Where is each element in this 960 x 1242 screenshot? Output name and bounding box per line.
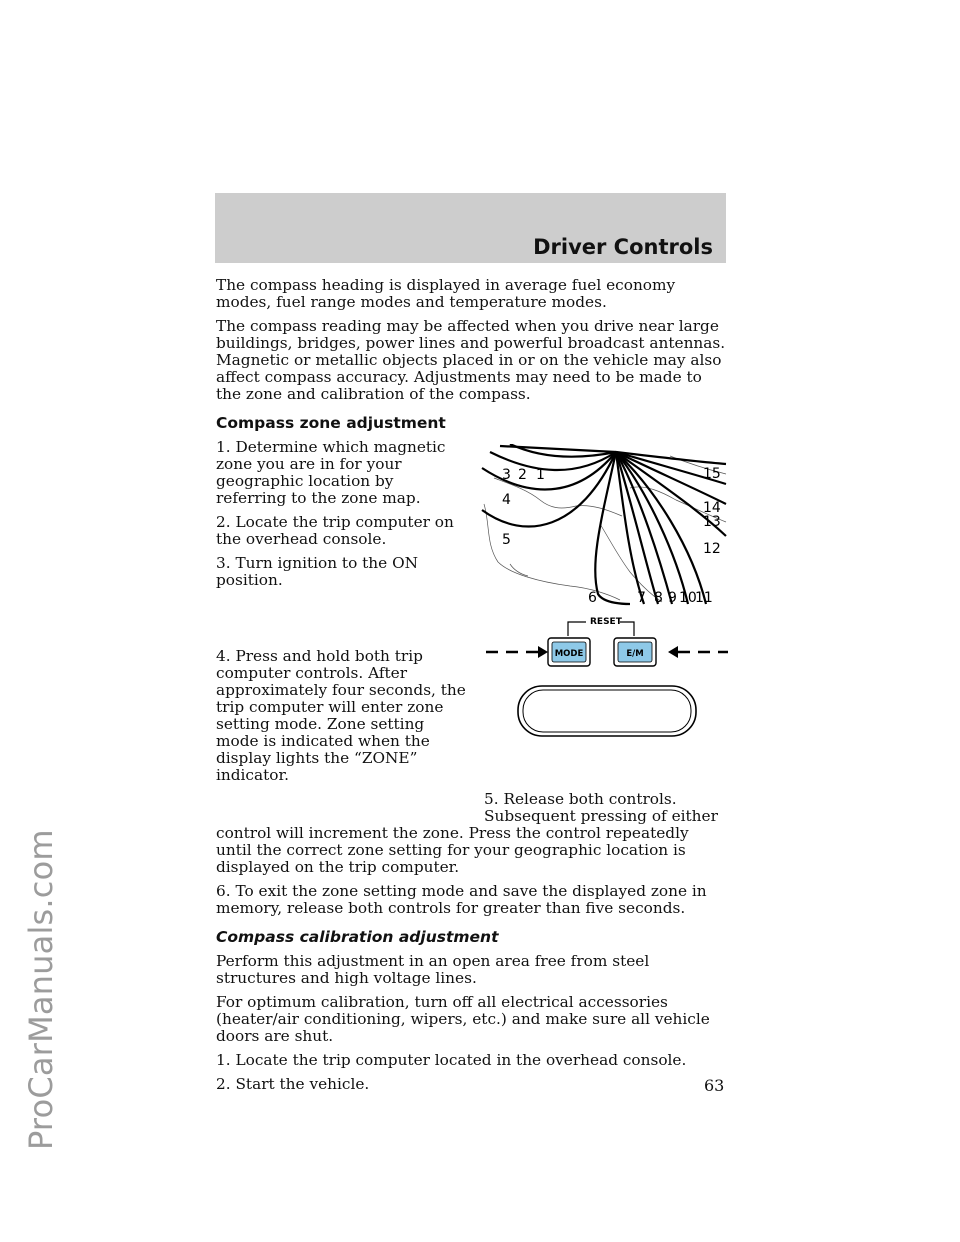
section-header (215, 193, 726, 263)
zone-label: 2 (518, 467, 527, 483)
zone-label: 6 (588, 590, 597, 606)
zone-label: 7 (637, 590, 646, 606)
step-6: 6. To exit the zone setting mode and save the displayed zone in memory, release both controls for greater than five seconds. (216, 882, 707, 917)
console-outline-inner (523, 690, 691, 732)
zone-label: 4 (502, 492, 511, 508)
zone-label: 1 (536, 467, 545, 483)
right-arrowhead (668, 646, 678, 658)
mode-button-label: MODE (554, 649, 584, 659)
zone-map (480, 444, 728, 606)
step-3: 3. Turn ignition to the ON position. (216, 554, 418, 589)
zone-label: 10 (679, 590, 697, 606)
zone-label: 14 (703, 500, 721, 516)
left-arrowhead (538, 646, 548, 658)
overhead-console-diagram (484, 612, 728, 738)
paragraph: The compass reading may be affected when you drive near large buildings, bridges, power lines and powerful broadcast antennas. Magnetic or metallic objects placed in or on the vehicle may also affect compass accuracy. Adjustments may need to be made to the zone and calibration of the compass. (216, 317, 726, 403)
step-5: 5. Release both controls. Subsequent pressing of either control will increment the zone. Press the control repeatedly until the correct zone setting for your geographic location is displayed on the trip computer. (216, 790, 718, 876)
step-4: 4. Press and hold both trip computer controls. After approximately four seconds, the trip computer will enter zone setting mode. Zone setting mode is indicated when the display lights the “ZONE” indicator. (216, 647, 466, 784)
em-button-label: E/M (626, 649, 644, 659)
calibration-heading: Compass calibration adjustment (216, 928, 499, 946)
zone-label: 8 (654, 590, 663, 606)
zone-label: 13 (703, 514, 721, 530)
zone-label: 11 (695, 590, 713, 606)
zone-heading: Compass zone adjustment (216, 414, 446, 432)
section-title: Driver Controls (533, 235, 713, 259)
reset-label: RESET (590, 617, 622, 627)
paragraph: For optimum calibration, turn off all electrical accessories (heater/air conditioning, wipers, etc.) and make sure all vehicle doors are shut. (216, 993, 710, 1045)
page-number: 63 (704, 1076, 725, 1095)
step-2: 2. Locate the trip computer on the overhead console. (216, 513, 454, 548)
paragraph: Perform this adjustment in an open area free from steel structures and high voltage lines. (216, 952, 650, 987)
zone-label: 5 (502, 532, 511, 548)
zone-label: 3 (502, 467, 511, 483)
console-outline-outer (518, 686, 696, 736)
step-1: 1. Determine which magnetic zone you are in for your geographic location by referring to the zone map. (216, 438, 446, 507)
zone-label: 12 (703, 541, 721, 557)
zone-label: 15 (703, 466, 721, 482)
step-2: 2. Start the vehicle. (216, 1075, 370, 1093)
paragraph: The compass heading is displayed in average fuel economy modes, fuel range modes and temperature modes. (216, 276, 676, 311)
watermark: ProCarManuals.com (22, 829, 60, 1150)
step-1: 1. Locate the trip computer located in the overhead console. (216, 1051, 687, 1069)
zone-label: 9 (668, 590, 677, 606)
